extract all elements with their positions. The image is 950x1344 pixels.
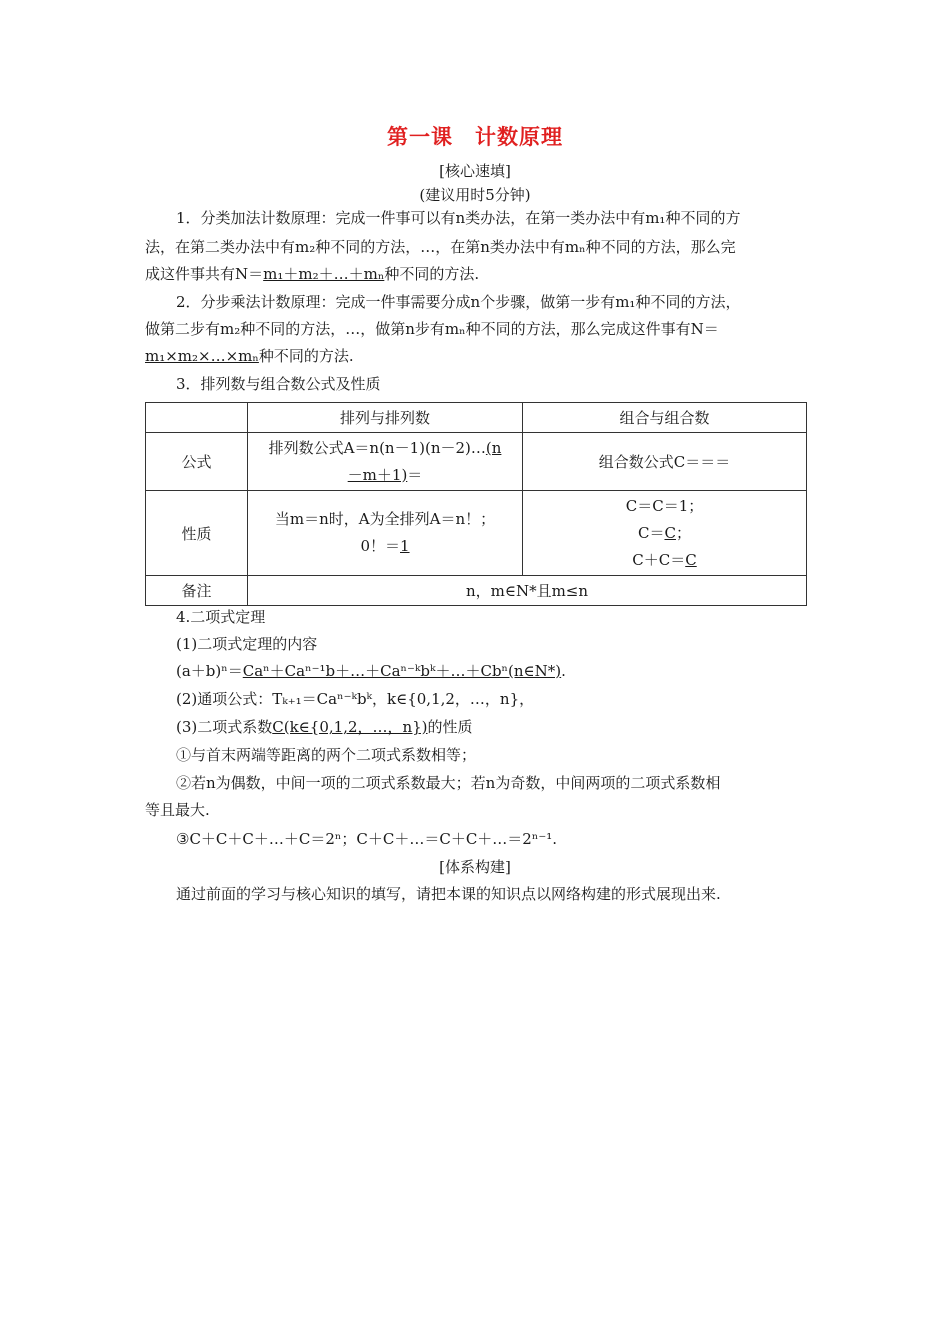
- p1-line1: 1．分类加法计数原理：完成一件事可以有n类办法，在第一类办法中有m₁种不同的方: [176, 209, 741, 227]
- perm-formula-blank2: －m＋1): [347, 465, 408, 484]
- binomial-end: .: [561, 662, 566, 680]
- binomial-expansion: Caⁿ＋Caⁿ⁻¹b＋…＋Caⁿ⁻ᵏbᵏ＋…＋Cbⁿ(n∈N*): [242, 662, 562, 680]
- p2-line1: 2．分步乘法计数原理：完成一件事需要分成n个步骤，做第一步有m₁种不同的方法，: [176, 293, 741, 311]
- p4-s1: (1)二项式定理的内容: [176, 635, 318, 653]
- p1-line3-end: 种不同的方法.: [384, 265, 480, 283]
- p1-line3: [145, 264, 479, 284]
- perm-property-answer: 1: [400, 537, 410, 555]
- p3-heading: 3．排列数与组合数公式及性质: [176, 375, 381, 393]
- row-label-formula: 公式: [146, 433, 248, 491]
- p4-c2b: 等且最大.: [145, 801, 210, 819]
- row-label-note: 备注: [146, 576, 248, 606]
- p2-line3-end: 种不同的方法.: [258, 347, 354, 365]
- cell-note: n，m∈N*且m≤n: [248, 576, 807, 606]
- comb-property-line2: C＝: [638, 523, 665, 542]
- table-row-formula: [146, 433, 807, 491]
- binomial-lhs: (a＋b)ⁿ＝: [176, 662, 243, 680]
- perm-formula-eq: ＝: [407, 465, 423, 484]
- p1-answer: m₁＋m₂＋…＋mₙ: [263, 265, 385, 283]
- cell-perm-property: [248, 491, 523, 576]
- cell-comb-formula: 组合数公式C＝＝＝: [523, 433, 807, 491]
- cell-perm-formula: [248, 433, 523, 491]
- perm-property-line2: 0！＝: [360, 537, 400, 555]
- p1-line2: 法，在第二类办法中有m₂种不同的方法，…，在第n类办法中有mₙ种不同的方法，那么完: [145, 238, 736, 256]
- table-header-row: [146, 403, 807, 433]
- cell-comb-property: [523, 491, 807, 576]
- p4-s2: (2)通项公式：Tₖ₊₁＝Caⁿ⁻ᵏbᵏ，k∈{0,1,2，…，n}，: [176, 690, 535, 708]
- comb-property-answer2: C: [685, 550, 697, 569]
- p4-c1: ①与首末两端等距离的两个二项式系数相等；: [176, 746, 477, 764]
- p1-line3-text: 成这件事共有N＝: [145, 265, 264, 283]
- system-header: [体系构建]: [439, 858, 511, 876]
- comb-property-line2-end: ；: [675, 523, 691, 542]
- row-label-property: 性质: [146, 491, 248, 576]
- perm-formula-blank1: (n: [485, 438, 502, 457]
- p4-heading: 4.二项式定理: [176, 608, 266, 626]
- perm-property-line1: 当m＝n时，A为全排列A＝n！；: [274, 510, 496, 528]
- table-row-property: [146, 491, 807, 576]
- table-head-combination: 组合与组合数: [523, 403, 807, 433]
- comb-property-line3: C＋C＝: [632, 550, 686, 569]
- p4-formula: [176, 661, 566, 681]
- p4-s3-text: (3)二项式系数: [176, 718, 273, 736]
- comb-property-line1: C＝C＝1；: [625, 496, 704, 515]
- p2-line3: [145, 346, 354, 366]
- p2-answer: m₁×m₂×…×mₙ: [145, 347, 259, 365]
- perm-formula-main: 排列数公式A＝n(n－1)(n－2)…: [268, 438, 486, 457]
- table-head-permutation: 排列与排列数: [248, 403, 523, 433]
- page-title: 第一课 计数原理: [387, 125, 563, 149]
- p4-s3-end: 的性质: [427, 718, 473, 736]
- time-note: (建议用时5分钟): [419, 186, 531, 204]
- p4-c3: ③C＋C＋C＋…＋C＝2ⁿ；C＋C＋…＝C＋C＋…＝2ⁿ⁻¹.: [176, 830, 558, 848]
- formula-table: [145, 402, 807, 606]
- comb-property-answer1: C: [664, 523, 676, 542]
- p4-c2a: ②若n为偶数，中间一项的二项式系数最大；若n为奇数，中间两项的二项式系数相: [176, 774, 721, 792]
- closing-text: 通过前面的学习与核心知识的填写，请把本课的知识点以网络构建的形式展现出来.: [176, 885, 721, 903]
- table-corner-cell: [146, 403, 248, 433]
- table-row-note: [146, 576, 807, 606]
- p4-s3: [176, 717, 473, 737]
- p2-line2: 做第二步有m₂种不同的方法，…，做第n步有mₙ种不同的方法，那么完成这件事有N＝: [145, 320, 719, 338]
- core-header: [核心速填]: [439, 162, 511, 180]
- p4-s3-answer: C(k∈{0,1,2，…，n}): [272, 718, 428, 736]
